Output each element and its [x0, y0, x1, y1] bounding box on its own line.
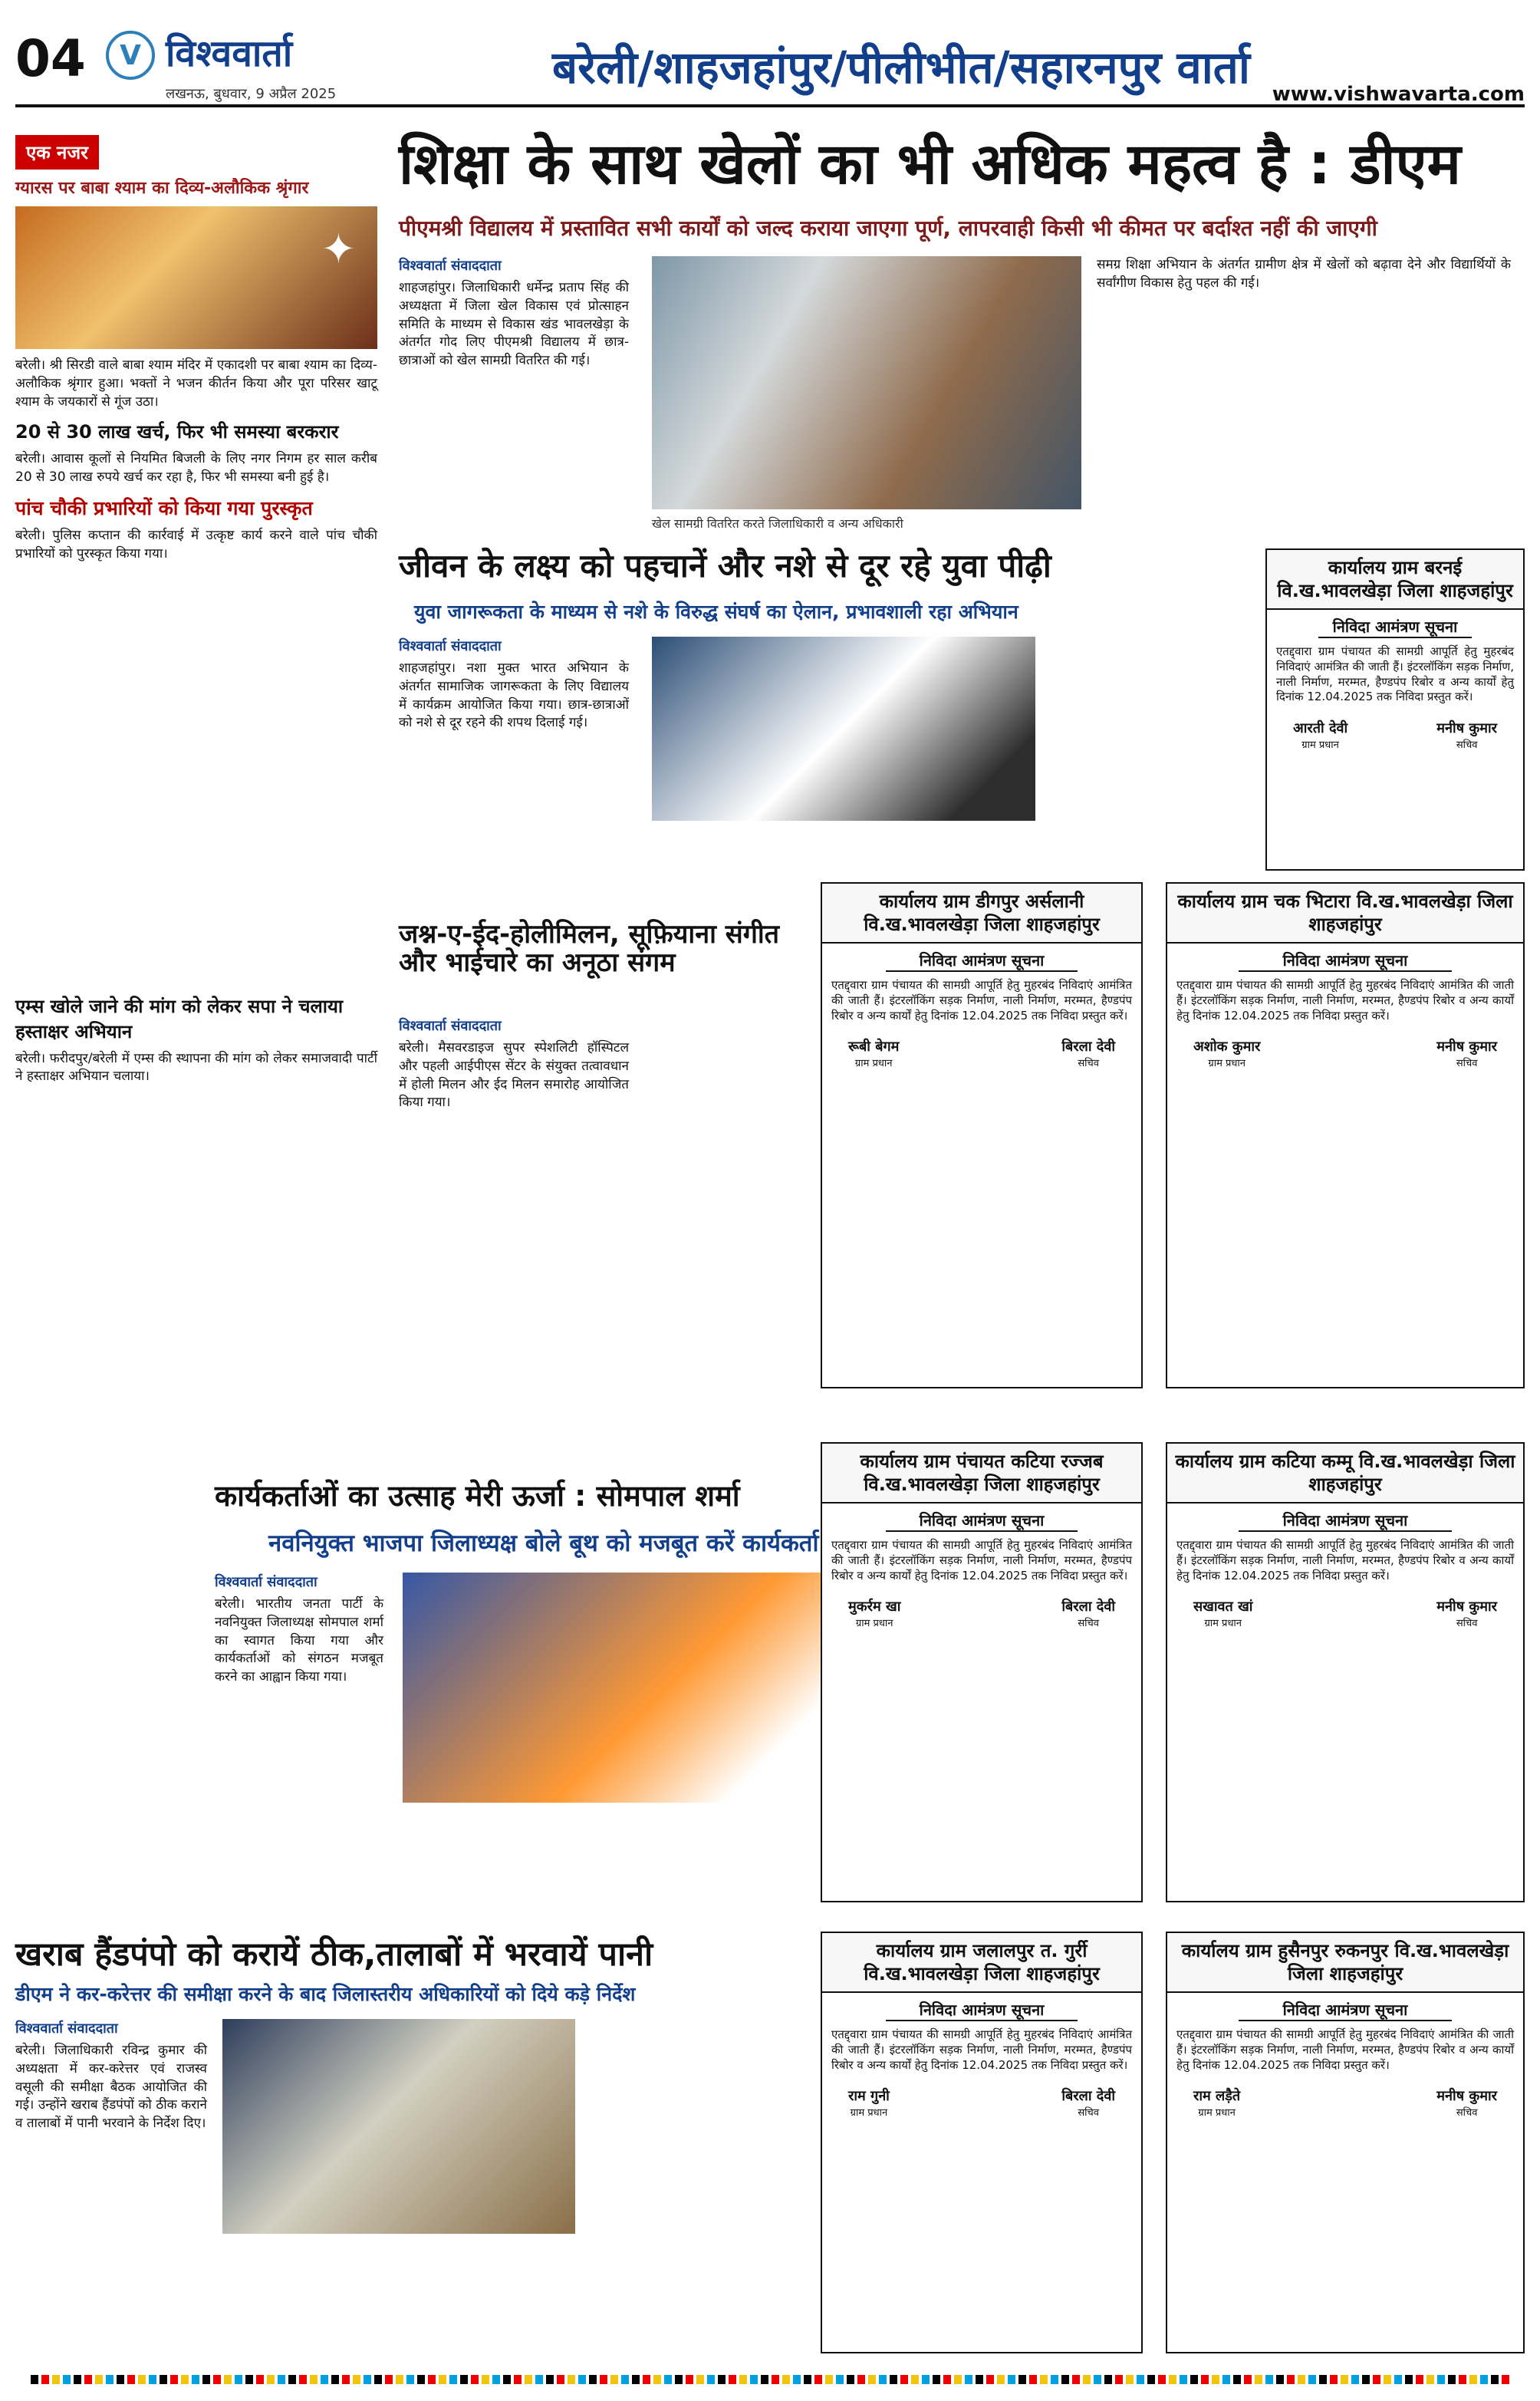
notice-pradhan: सखावत खां ग्राम प्रधान [1193, 1599, 1253, 1630]
youth-subheadline: युवा जागरूकता के माध्यम से नशे के विरुद्ध संघर्ष का ऐलान, प्रभावशाली रहा अभियान [414, 601, 1018, 623]
notice-pradhan: अशोक कुमार ग्राम प्रधान [1193, 1039, 1261, 1070]
left-story-4-headline: एम्स खोले जाने की मांग को लेकर सपा ने चलाया हस्ताक्षर अभियान [15, 995, 344, 1042]
left-story-1-text: बरेली। श्री सिरडी वाले बाबा श्याम मंदिर में एकादशी पर बाबा श्याम का दिव्य-अलौकिक श्रृंगार हुआ। भक्तों ने भजन कीर्तन किया और पूरा परिसर खाटू श्याम के जयकारों से गूंज उठा। [15, 357, 377, 410]
notice-secretary: मनीष कुमार सचिव [1436, 720, 1497, 752]
notice-signatures [1167, 2073, 1523, 2125]
ek-najar-tag: एक नजर [15, 135, 99, 170]
notice-office: कार्यालय ग्राम चक भिटारा वि.ख.भावलखेड़ा जिला शाहजहांपुर [1167, 884, 1523, 944]
notice-signatures [822, 2073, 1141, 2125]
notice-office: कार्यालय ग्राम पंचायत कटिया रज्जब वि.ख.भावलखेड़ा जिला शाहजहांपुर [822, 1444, 1141, 1504]
notice-text: एतद्द्वारा ग्राम पंचायत की सामग्री आपूर्ति हेतु मुहरबंद निविदाएं आमंत्रित की जाती हैं। इंटरलॉकिंग सड़क निर्माण, नाली निर्माण, मरम्मत, हैण्डपंप रिबोर व अन्य कार्यों हेतु दिनांक 12.04.2025 तक निविदा प्रस्तुत करें। [1276, 644, 1514, 704]
notice-text: एतद्द्वारा ग्राम पंचायत की सामग्री आपूर्ति हेतु मुहरबंद निविदाएं आमंत्रित की जाती हैं। इंटरलॉकिंग सड़क निर्माण, नाली निर्माण, मरम्मत, हैण्डपंप रिबोर व अन्य कार्यों हेतु दिनांक 12.04.2025 तक निविदा प्रस्तुत करें। [831, 2027, 1132, 2072]
notice-text: एतद्द्वारा ग्राम पंचायत की सामग्री आपूर्ति हेतु मुहरबंद निविदाएं आमंत्रित की जाती हैं। इंटरलॉकिंग सड़क निर्माण, नाली निर्माण, मरम्मत, हैण्डपंप रिबोर व अन्य कार्यों हेतु दिनांक 12.04.2025 तक निविदा प्रस्तुत करें। [1176, 978, 1514, 1023]
notice-office: कार्यालय ग्राम डीगपुर अर्सलानी वि.ख.भावलखेड़ा जिला शाहजहांपुर [822, 884, 1141, 944]
notice-secretary: मनीष कुमार सचिव [1436, 1039, 1497, 1070]
notice-signatures [822, 1023, 1141, 1075]
brand-name: विश्ववार्ता [166, 32, 293, 75]
notice-office: कार्यालय ग्राम कटिया कम्मू वि.ख.भावलखेड़ा जिला शाहजहांपुर [1167, 1444, 1523, 1504]
youth-text-block [399, 637, 629, 733]
left-column [15, 135, 377, 1086]
notice-chak-bhitara [1166, 882, 1525, 1388]
left-story-3-text: बरेली। पुलिस कप्तान की कार्रवाई में उत्कृष्ट कार्य करने वाले पांच चौकी प्रभारियों को पुरस्कृत किया गया। [15, 527, 377, 562]
notice-title: निविदा आमंत्रण सूचना [886, 1510, 1078, 1532]
notice-signatures [1167, 1023, 1523, 1075]
karyakarta-headline: कार्यकर्ताओं का उत्साह मेरी ऊर्जा : सोमपाल शर्मा [215, 1479, 740, 1513]
notice-title: निविदा आमंत्रण सूचना [886, 1999, 1078, 2021]
notice-secretary: बिरला देवी सचिव [1061, 1039, 1115, 1070]
karyakarta-text: बरेली। भारतीय जनता पार्टी के नवनियुक्त जिलाध्यक्ष सोमपाल शर्मा का स्वागत किया गया और कार्यकर्ताओं को संगठन मजबूत करने का आह्वान किया गया। [215, 1596, 383, 1685]
notice-text: एतद्द्वारा ग्राम पंचायत की सामग्री आपूर्ति हेतु मुहरबंद निविदाएं आमंत्रित की जाती हैं। इंटरलॉकिंग सड़क निर्माण, नाली निर्माण, मरम्मत, हैण्डपंप रिबोर व अन्य कार्यों हेतु दिनांक 12.04.2025 तक निविदा प्रस्तुत करें। [831, 978, 1132, 1023]
handpump-text-block [15, 2019, 207, 2133]
page-number: 04 [15, 29, 86, 88]
youth-photo [652, 637, 1035, 821]
notice-pradhan: राम गुनी ग्राम प्रधान [848, 2088, 890, 2119]
notice-title: निविदा आमंत्रण सूचना [886, 950, 1078, 972]
left-story-3-headline: पांच चौकी प्रभारियों को किया गया पुरस्कृत [15, 496, 313, 519]
lead-quote: समग्र शिक्षा अभियान के अंतर्गत ग्रामीण क्षेत्र में खेलों को बढ़ावा देने और विद्यार्थियों के सर्वांगीण विकास हेतु पहल की गई। [1097, 257, 1511, 291]
notice-signatures [1167, 1583, 1523, 1635]
karyakarta-subheadline: नवनियुक्त भाजपा जिलाध्यक्ष बोले बूथ को मजबूत करें कार्यकर्ता [268, 1530, 819, 1557]
notice-text: एतद्द्वारा ग्राम पंचायत की सामग्री आपूर्ति हेतु मुहरबंद निविदाएं आमंत्रित की जाती हैं। इंटरलॉकिंग सड़क निर्माण, नाली निर्माण, मरम्मत, हैण्डपंप रिबोर व अन्य कार्यों हेतु दिनांक 12.04.2025 तक निविदा प्रस्तुत करें। [831, 1538, 1132, 1583]
notice-secretary: बिरला देवी सचिव [1061, 1599, 1115, 1630]
handpump-byline: विश्ववार्ता संवाददाता [15, 2021, 118, 2037]
youth-headline: जीवन के लक्ष्य को पहचानें और नशे से दूर रहे युवा पीढ़ी [399, 547, 1051, 585]
lead-caption: खेल सामग्री वितरित करते जिलाधिकारी व अन्य अधिकारी [652, 516, 903, 531]
lead-article-column [399, 256, 629, 371]
notice-katiya-rajjab [821, 1442, 1143, 1902]
left-story-4-text: बरेली। फरीदपुर/बरेली में एम्स की स्थापना की मांग को लेकर समाजवादी पार्टी ने हस्ताक्षर अभियान चलाया। [15, 1050, 377, 1085]
karyakarta-text-block [215, 1573, 383, 1687]
lead-text: शाहजहांपुर। जिलाधिकारी धर्मेन्द्र प्रताप सिंह की अध्यक्षता में जिला खेल विकास एवं प्रोत्साहन समिति के माध्यम से विकास खंड भावलखेड़ा के अंतर्गत गोद लिए पीएमश्री विद्यालय में छात्र-छात्राओं को खेल सामग्री वितरित की गई। [399, 280, 629, 369]
notice-katiya-kammu [1166, 1442, 1525, 1902]
notice-title: निविदा आमंत्रण सूचना [1239, 950, 1452, 972]
lead-quote-block [1097, 256, 1511, 293]
registration-color-bar [31, 2375, 1509, 2384]
lead-photo [652, 256, 1081, 509]
classroom-photo [652, 637, 1035, 821]
stage-photo [403, 1573, 863, 1803]
notice-title: निविदा आमंत्रण सूचना [1239, 1510, 1452, 1532]
notice-jalalpur [821, 1932, 1143, 2353]
left-story-2-text: बरेली। आवास कूलों से नियमित बिजली के लिए नगर निगम हर साल करीब 20 से 30 लाख रुपये खर्च कर रहा है, फिर भी समस्या बनी हुई है। [15, 451, 377, 486]
dateline: लखनऊ, बुधवार, 9 अप्रैल 2025 [166, 86, 337, 102]
notice-secretary: मनीष कुमार सचिव [1436, 1599, 1497, 1630]
youth-byline: विश्ववार्ता संवाददाता [399, 638, 502, 654]
holi-text-block [399, 1016, 629, 1112]
holi-headline: जश्न-ए-ईद-होलीमिलन, सूफ़ियाना संगीत और भाईचारे का अनूठा संगम [399, 919, 780, 979]
notice-digpur [821, 882, 1143, 1388]
meeting-photo [222, 2019, 575, 2234]
notice-office: कार्यालय ग्राम बरनई वि.ख.भावलखेड़ा जिला शाहजहांपुर [1267, 550, 1523, 610]
left-story-2-headline: 20 से 30 लाख खर्च, फिर भी समस्या बरकरार [15, 421, 339, 443]
handpump-photo [222, 2019, 575, 2234]
notice-title: निविदा आमंत्रण सूचना [1318, 616, 1472, 638]
notice-office: कार्यालय ग्राम जलालपुर त. गुर्री वि.ख.भावलखेड़ा जिला शाहजहांपुर [822, 1933, 1141, 1993]
logo-icon: V [106, 31, 155, 80]
notice-secretary: बिरला देवी सचिव [1061, 2088, 1115, 2119]
notice-office: कार्यालय ग्राम हुसैनपुर रुकनपुर वि.ख.भावलखेड़ा जिला शाहजहांपुर [1167, 1933, 1523, 1993]
youth-text: शाहजहांपुर। नशा मुक्त भारत अभियान के अंतर्गत सामाजिक जागरूकता के लिए विद्यालय में कार्यक्रम आयोजित किया गया। छात्र-छात्राओं को नशे से दूर रहने की शपथ दिलाई गई। [399, 660, 629, 731]
handpump-subheadline: डीएम ने कर-करेत्तर की समीक्षा करने के बाद जिलास्तरीय अधिकारियों को दिये कड़े निर्देश [15, 1983, 636, 2005]
notice-signatures [1267, 705, 1523, 757]
notice-pradhan: आरती देवी ग्राम प्रधान [1293, 720, 1348, 752]
notice-title: निविदा आमंत्रण सूचना [1239, 1999, 1452, 2021]
lead-headline: शिक्षा के साथ खेलों का भी अधिक महत्व है : डीएम [399, 131, 1461, 197]
lead-byline: विश्ववार्ता संवाददाता [399, 258, 502, 274]
notice-pradhan: रूबी बेगम ग्राम प्रधान [848, 1039, 900, 1070]
notice-husainpur [1166, 1932, 1525, 2353]
notice-barnai [1265, 548, 1525, 871]
left-story-1-headline: ग्यारस पर बाबा श्याम का दिव्य-अलौकिक श्रृंगार [15, 179, 309, 198]
holi-text: बरेली। मैसवरडाइज सुपर स्पेशलिटी हॉस्पिटल और पहली आईपीएस सेंटर के संयुक्त तत्वावधान में होली मिलन और ईद मिलन समारोह आयोजित किया गया। [399, 1040, 629, 1111]
handpump-text: बरेली। जिलाधिकारी रविन्द्र कुमार की अध्यक्षता में कर-करेत्तर एवं राजस्व वसूली की समीक्षा बैठक आयोजित की गई। उन्होंने खराब हैंडपंपों को ठीक कराने व तालाबों में पानी भरवाने के निर्देश दिए। [15, 2043, 207, 2132]
karyakarta-byline: विश्ववार्ता संवाददाता [215, 1574, 318, 1590]
notice-text: एतद्द्वारा ग्राम पंचायत की सामग्री आपूर्ति हेतु मुहरबंद निविदाएं आमंत्रित की जाती हैं। इंटरलॉकिंग सड़क निर्माण, नाली निर्माण, मरम्मत, हैण्डपंप रिबोर व अन्य कार्यों हेतु दिनांक 12.04.2025 तक निविदा प्रस्तुत करें। [1176, 1538, 1514, 1583]
notice-secretary: मनीष कुमार सचिव [1436, 2088, 1497, 2119]
lead-photo-block [652, 256, 1081, 531]
notice-signatures [822, 1583, 1141, 1635]
website-link[interactable]: www.vishwavarta.com [1272, 83, 1525, 106]
temple-photo [15, 206, 377, 349]
handpump-headline: खराब हैंडपंपो को करायें ठीक,तालाबों में भरवायें पानी [15, 1935, 653, 1974]
lead-subheadline: पीएमश्री विद्यालय में प्रस्तावित सभी कार्यों को जल्द कराया जाएगा पूर्ण, लापरवाही किसी भी कीमत पर बर्दाश्त नहीं की जाएगी [399, 216, 1377, 241]
notice-pradhan: मुकर्रम खा ग्राम प्रधान [848, 1599, 901, 1630]
holi-byline: विश्ववार्ता संवाददाता [399, 1018, 502, 1034]
masthead [15, 21, 1525, 107]
notice-pradhan: राम लड़ैते ग्राम प्रधान [1193, 2088, 1241, 2119]
notice-text: एतद्द्वारा ग्राम पंचायत की सामग्री आपूर्ति हेतु मुहरबंद निविदाएं आमंत्रित की जाती हैं। इंटरलॉकिंग सड़क निर्माण, नाली निर्माण, मरम्मत, हैण्डपंप रिबोर व अन्य कार्यों हेतु दिनांक 12.04.2025 तक निविदा प्रस्तुत करें। [1176, 2027, 1514, 2072]
section-title: बरेली/शाहजहांपुर/पीलीभीत/सहारनपुर वार्ता [552, 41, 1250, 94]
karyakarta-photo [403, 1573, 863, 1803]
